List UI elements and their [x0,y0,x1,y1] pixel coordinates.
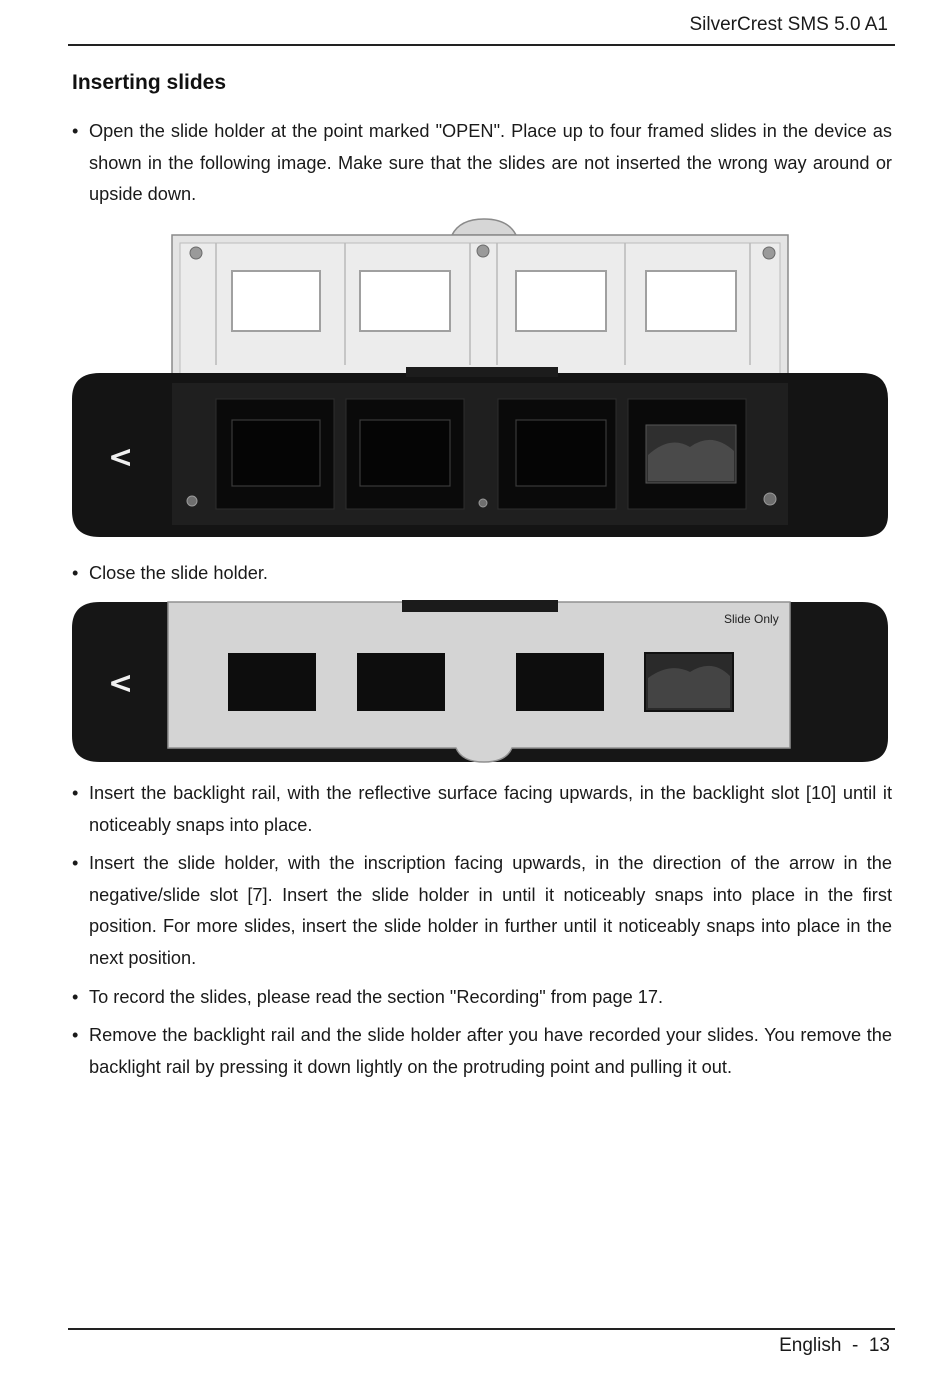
bullet-item [72,1020,892,1083]
bullet-dot: • [72,563,79,583]
bullet-item [72,558,892,590]
bullet-dot: • [72,853,79,873]
bullet-dot: • [72,121,79,141]
bullet-item [72,778,892,841]
bullet-text: To record the slides, please read the section "Recording" from page 17. [89,987,664,1007]
section-heading: Inserting slides [72,71,227,94]
bullet-text: Open the slide holder at the point marked "OPEN". Place up to four framed slides in the device as shown in the following image. Make sure that the slides are not inserted the wrong way around or upside down. [89,121,892,205]
open-slide-holder-figure [0,215,950,545]
bullet-dot: • [72,783,79,803]
bullet-text: Remove the backlight rail and the slide holder after you have recorded your slides. You remove the backlight rail by pressing it down lightly on the protruding point and pulling it out. [89,1025,892,1077]
arrow-icon: < [108,666,134,701]
bullet-dot: • [72,987,79,1007]
bullet-text: Insert the backlight rail, with the reflective surface facing upwards, in the backlight slot [10] until it noticeably snaps into place. [89,783,892,835]
closed-slide-holder-figure [0,598,950,770]
header-rule [68,44,895,46]
bullet-dot: • [72,1025,79,1045]
slide-only-label: Slide Only [724,612,779,626]
page-footer: English - 13 [779,1335,890,1356]
running-header: SilverCrest SMS 5.0 A1 [689,14,888,35]
bullet-item [72,848,892,975]
bullet-text: Insert the slide holder, with the inscription facing upwards, in the direction of the arrow in the negative/slide slot [7]. Insert the slide holder in until it noticeably snaps into place in the first position. For more slides, insert the slide holder in further until it noticeably snaps into place in the next position. [89,853,892,969]
arrow-icon: < [108,440,134,475]
bullet-item [72,982,892,1014]
bullet-item [72,116,892,211]
footer-rule [68,1328,895,1330]
bullet-text: Close the slide holder. [89,563,268,583]
